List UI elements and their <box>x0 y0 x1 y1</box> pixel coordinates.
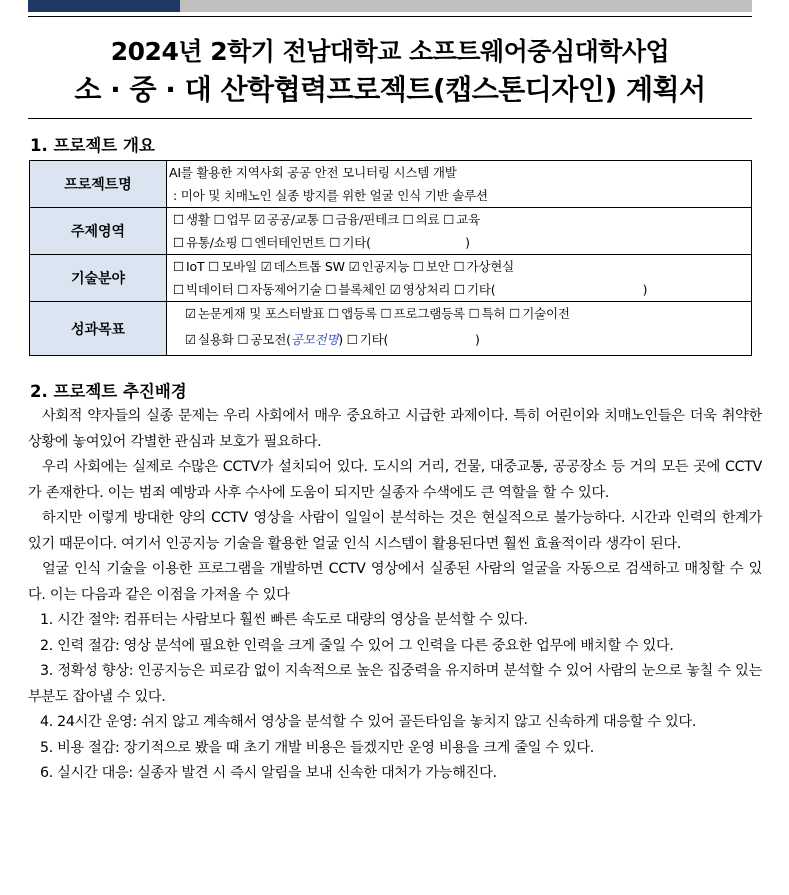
checkbox-checked-icon: ☑ <box>389 282 401 297</box>
label-tech: 기술분야 <box>30 255 167 302</box>
checkbox-icon: ☐ <box>346 332 358 347</box>
project-name-line1: AI를 활용한 지역사회 공공 안전 모니터링 시스템 개발 <box>169 165 457 180</box>
goal-options-line2 <box>167 325 751 355</box>
option-retail[interactable]: ☐ 유통/쇼핑 <box>173 235 238 250</box>
checkbox-checked-icon: ☑ <box>348 259 360 274</box>
list-item: 1. 시간 절약: 컴퓨터는 사람보다 훨씬 빠른 속도로 대량의 영상을 분석할 수 있다. <box>40 612 528 628</box>
option-automation[interactable]: ☐ 자동제어기술 <box>237 282 321 297</box>
header-color-bar <box>28 0 752 12</box>
option-tech-other[interactable]: ☐ 기타( ) <box>454 282 647 297</box>
checkbox-icon: ☐ <box>322 212 334 227</box>
title-rule <box>28 118 752 119</box>
checkbox-icon: ☐ <box>173 235 185 250</box>
checkbox-icon: ☐ <box>241 235 253 250</box>
paragraph: 사회적 약자들의 실종 문제는 우리 사회에서 매우 중요하고 시급한 과제이다. 특히 어린이와 치매노인들은 더욱 취약한 상황에 놓여있어 각별한 관심과 보호가 필요하다. <box>28 408 762 450</box>
option-iot[interactable]: ☐ IoT <box>173 259 204 274</box>
domain-options-line1 <box>167 208 751 231</box>
row-domain <box>30 208 752 255</box>
header-bar-gray <box>180 0 752 12</box>
checkbox-icon: ☐ <box>453 259 465 274</box>
section1-heading: 1. 프로젝트 개요 <box>30 136 155 155</box>
option-education[interactable]: ☐ 교육 <box>443 212 480 227</box>
option-entertainment[interactable]: ☐ 엔터테인먼트 <box>241 235 325 250</box>
value-domain <box>167 208 752 255</box>
checkbox-icon: ☐ <box>509 306 521 321</box>
checkbox-icon: ☐ <box>443 212 455 227</box>
row-tech <box>30 255 752 302</box>
option-app[interactable]: ☐ 앱등록 <box>328 306 377 321</box>
checkbox-icon: ☐ <box>402 212 414 227</box>
top-rule <box>28 16 752 17</box>
option-blockchain[interactable]: ☐ 블록체인 <box>325 282 386 297</box>
option-public-transport[interactable]: ☑ 공공/교통 <box>254 212 319 227</box>
value-project-name <box>167 161 752 208</box>
option-desktop-sw[interactable]: ☑ 데스트톱 SW <box>261 259 345 274</box>
option-commercialize[interactable]: ☑ 실용화 <box>185 332 234 347</box>
checkbox-icon: ☐ <box>237 332 249 347</box>
list-item: 4. 24시간 운영: 쉬지 않고 계속해서 영상을 분석할 수 있어 골든타임을 놓치지 않고 신속하게 대응할 수 있다. <box>40 714 697 730</box>
list-item: 5. 비용 절감: 장기적으로 봤을 때 초기 개발 비용은 들겠지만 운영 비용을 크게 줄일 수 있다. <box>40 739 594 756</box>
page-title-line2: 소 · 중 · 대 산학협력프로젝트(캡스톤디자인) 계획서 <box>74 73 706 106</box>
row-project-name <box>30 161 752 208</box>
option-finance[interactable]: ☐ 금융/핀테크 <box>322 212 398 227</box>
checkbox-icon: ☐ <box>328 306 340 321</box>
option-paper[interactable]: ☑ 논문게재 및 포스터발표 <box>185 306 324 321</box>
header-bar-navy <box>28 0 180 12</box>
option-work[interactable]: ☐ 업무 <box>214 212 251 227</box>
option-medical[interactable]: ☐ 의료 <box>403 212 440 227</box>
checkbox-icon: ☐ <box>173 282 185 297</box>
project-name-line2: : 미아 및 치매노인 실종 방지를 위한 얼굴 인식 기반 솔루션 <box>173 188 488 203</box>
tech-options-line1 <box>167 255 751 278</box>
checkbox-icon: ☐ <box>208 259 220 274</box>
checkbox-icon: ☐ <box>173 212 185 227</box>
checkbox-icon: ☐ <box>173 259 185 274</box>
checkbox-icon: ☐ <box>412 259 424 274</box>
checkbox-icon: ☐ <box>213 212 225 227</box>
checkbox-checked-icon: ☑ <box>185 306 197 321</box>
option-tech-transfer[interactable]: ☐ 기술이전 <box>509 306 570 321</box>
contest-name-placeholder: 공모전명 <box>290 332 339 347</box>
checkbox-icon: ☐ <box>325 282 337 297</box>
checkbox-icon: ☐ <box>237 282 249 297</box>
checkbox-icon: ☐ <box>380 306 392 321</box>
list-item: 6. 실시간 대응: 실종자 발견 시 즉시 알림을 보내 신속한 대처가 가능해진다. <box>40 765 497 781</box>
checkbox-checked-icon: ☑ <box>254 212 266 227</box>
value-tech <box>167 255 752 302</box>
option-patent[interactable]: ☐ 특허 <box>469 306 506 321</box>
paragraph: 하지만 이렇게 방대한 양의 CCTV 영상을 사람이 일일이 분석하는 것은 현실적으로 불가능하다. 시간과 인력의 한계가 있기 때문이다. 여기서 인공지능 기술을 활용한 얼굴 인식 시스템이 활용된다면 훨씬 효율적이라 생각이 된다. <box>28 510 762 552</box>
row-goal <box>30 302 752 356</box>
option-image-processing[interactable]: ☑ 영상처리 <box>390 282 451 297</box>
option-vr[interactable]: ☐ 가상현실 <box>453 259 514 274</box>
overview-table <box>29 160 752 356</box>
page-title-line1: 2024년 2학기 전남대학교 소프트웨어중심대학사업 <box>110 37 670 66</box>
label-domain: 주제영역 <box>30 208 167 255</box>
label-goal: 성과목표 <box>30 302 167 356</box>
paragraph: 얼굴 인식 기술을 이용한 프로그램을 개발하면 CCTV 영상에서 실종된 사람의 얼굴을 자동으로 검색하고 매칭할 수 있다. 이는 다음과 같은 이점을 가져올 수 있다 <box>28 561 762 603</box>
checkbox-icon: ☐ <box>329 235 341 250</box>
checkbox-icon: ☐ <box>454 282 466 297</box>
option-ai[interactable]: ☑ 인공지능 <box>349 259 410 274</box>
list-item: 3. 정확성 향상: 인공지능은 피로감 없이 지속적으로 높은 집중력을 유지하며 분석할 수 있어 사람의 눈으로 놓칠 수 있는 부분도 잡아낼 수 있다. <box>28 663 762 705</box>
option-security[interactable]: ☐ 보안 <box>413 259 450 274</box>
option-contest[interactable]: ☐ 공모전(공모전명) <box>237 332 343 347</box>
label-project-name: 프로젝트명 <box>30 161 167 208</box>
option-mobile[interactable]: ☐ 모바일 <box>208 259 257 274</box>
option-domain-other[interactable]: ☐ 기타( ) <box>329 235 469 250</box>
checkbox-icon: ☐ <box>468 306 480 321</box>
option-program-reg[interactable]: ☐ 프로그램등록 <box>381 306 465 321</box>
value-goal <box>167 302 752 356</box>
checkbox-checked-icon: ☑ <box>260 259 272 274</box>
list-item: 2. 인력 절감: 영상 분석에 필요한 인력을 크게 줄일 수 있어 그 인력을 다른 중요한 업무에 배치할 수 있다. <box>40 637 674 654</box>
section2-heading: 2. 프로젝트 추진배경 <box>30 382 187 401</box>
option-bigdata[interactable]: ☐ 빅데이터 <box>173 282 234 297</box>
paragraph: 우리 사회에는 실제로 수많은 CCTV가 설치되어 있다. 도시의 거리, 건물, 대중교통, 공공장소 등 거의 모든 곳에 CCTV가 존재한다. 이는 범죄 예방과 사후 수사에 도움이 되지만 실종자 수색에도 큰 역할을 할 수 있다. <box>28 459 762 501</box>
option-life[interactable]: ☐ 생활 <box>173 212 210 227</box>
domain-options-line2 <box>167 231 751 254</box>
checkbox-checked-icon: ☑ <box>185 332 197 347</box>
background-body <box>28 404 762 787</box>
tech-options-line2 <box>167 278 751 301</box>
option-goal-other[interactable]: ☐ 기타( ) <box>347 332 480 347</box>
goal-options-line1 <box>167 302 751 325</box>
